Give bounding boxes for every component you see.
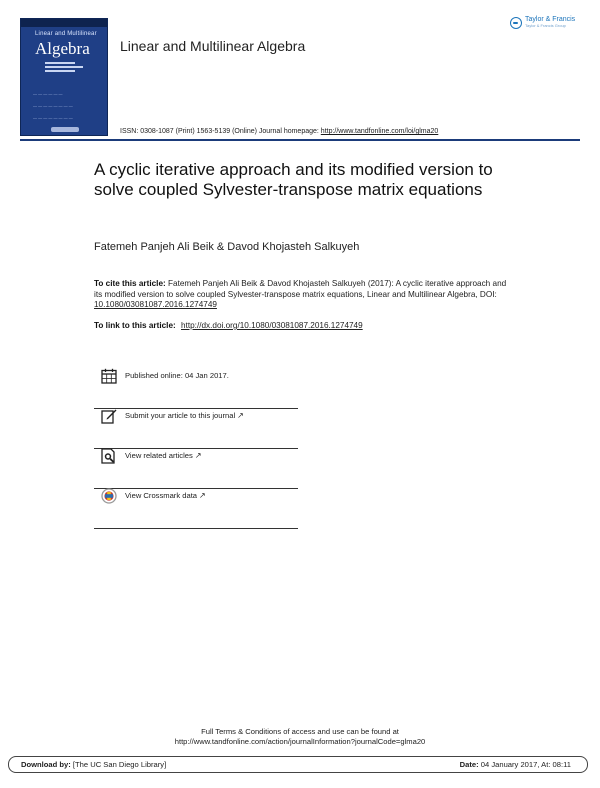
submit-article-link[interactable] — [125, 411, 244, 420]
external-link-icon: ↗ — [194, 451, 202, 460]
cover-small-title: Linear and Multilinear — [35, 31, 97, 37]
citation-doi-link[interactable]: 10.1080/03081087.2016.1274749 — [94, 300, 217, 309]
cover-top-strip — [21, 19, 107, 27]
crossmark-item[interactable] — [94, 488, 298, 529]
download-date — [460, 760, 571, 769]
submit-article-item[interactable] — [94, 408, 298, 449]
issn-text: ISSN: 0308-1087 (Print) 1563-5139 (Online) Journal homepage: — [120, 128, 319, 135]
article-title: A cyclic iterative approach and its modified version to solve coupled Sylvester-transpose matrix equations — [94, 160, 493, 199]
publisher-logo-text — [525, 16, 575, 28]
cover-equation-line: — — — — — — — [33, 91, 63, 96]
citation-label: To cite this article: — [94, 279, 166, 288]
download-date-value: 04 January 2017, At: 08:11 — [480, 760, 571, 769]
external-link-icon: ↗ — [237, 411, 244, 420]
crossmark-link[interactable] — [125, 491, 206, 500]
publisher-logo-icon — [510, 17, 522, 29]
publisher-logo-name: Taylor & Francis — [525, 16, 576, 23]
article-doi-url-link[interactable]: http://dx.doi.org/10.1080/03081087.2016.1274749 — [181, 321, 363, 330]
edit-icon — [101, 408, 117, 424]
journal-cover-image — [20, 18, 108, 136]
download-date-label: Date: — [459, 760, 479, 769]
journal-title: Linear and Multilinear Algebra — [120, 38, 306, 54]
citation-text: Fatemeh Panjeh Ali Beik & Davod Khojasteh Salkuyeh (2017): A cyclic iterative approach and its modified version to solve coupled Sylvester-transpose matrix equations, Linear and Multilinear Algebra, DOI: — [94, 279, 507, 299]
publisher-logo-tagline: Taylor & Francis Group — [525, 23, 566, 28]
calendar-icon — [101, 368, 117, 384]
downloaded-by-value: [The UC San Diego Library] — [72, 760, 167, 769]
cover-equation-line: — — — — — — — — — [33, 115, 73, 120]
journal-homepage-link[interactable]: http://www.tandfonline.com/loi/glma20 — [320, 128, 439, 135]
cover-big-title: Algebra — [35, 39, 90, 58]
related-articles-item[interactable] — [94, 448, 298, 489]
terms-and-conditions — [0, 727, 600, 747]
citation-block — [94, 279, 514, 311]
downloaded-by-label: Download by: — [21, 760, 71, 769]
download-info-bar — [8, 756, 588, 773]
terms-line-1: Full Terms & Conditions of access and use can be found at — [201, 727, 399, 736]
header-divider — [20, 139, 580, 141]
external-link-icon: ↗ — [199, 491, 206, 500]
issn-line — [120, 128, 438, 135]
article-authors: Fatemeh Panjeh Ali Beik & Davod Khojasteh Salkuyeh — [94, 241, 360, 253]
crossmark-icon — [101, 488, 117, 504]
downloaded-by — [21, 760, 166, 769]
terms-url-link[interactable]: http://www.tandfonline.com/action/journalInformation?journalCode=glma20 — [174, 737, 426, 746]
published-online-label: Published online: 04 Jan 2017. — [125, 371, 229, 380]
published-online-item — [94, 368, 298, 409]
publisher-logo[interactable] — [510, 16, 575, 29]
related-articles-label: View related articles — [125, 451, 193, 460]
submit-article-label: Submit your article to this journal — [125, 411, 236, 420]
link-to-article-label: To link to this article: — [94, 321, 176, 330]
cover-meta-lines — [45, 62, 83, 72]
crossmark-label: View Crossmark data — [125, 491, 198, 500]
search-document-icon — [101, 448, 117, 464]
cover-equation-line: — — — — — — — — — [33, 103, 73, 108]
link-to-article — [94, 321, 363, 330]
related-articles-link[interactable] — [125, 451, 202, 460]
cover-publisher-logo — [51, 127, 79, 132]
